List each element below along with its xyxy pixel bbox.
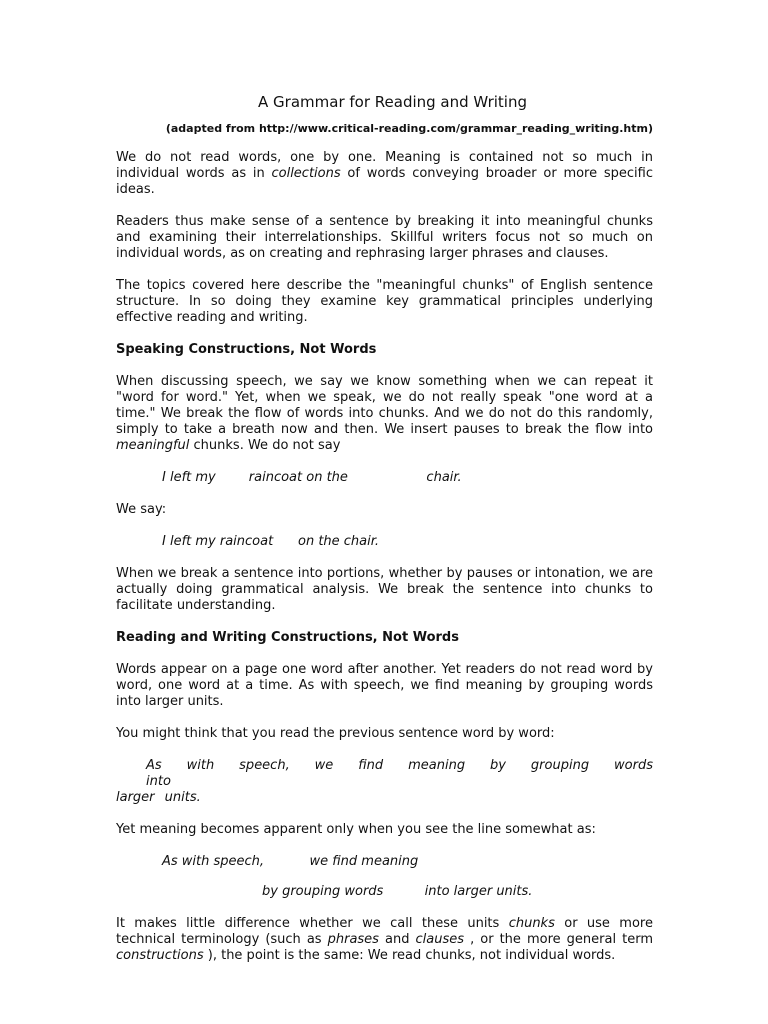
paragraph-8: You might think that you read the previous sentence word by word: [116, 726, 555, 741]
example-word-by-word-line-1: As with speech, we find meaning by grouping words into [146, 758, 653, 789]
paragraph-10-part-a: It makes little difference whether we call these units [116, 916, 509, 931]
paragraph-10-part-e: ), the point is the same: We read chunks, not individual words. [203, 948, 616, 963]
paragraph-1-part-b: of words conveying broader or more specific ideas. [116, 166, 654, 197]
paragraph-10 [116, 916, 653, 964]
example-word-by-word-line-2: larger units. [116, 790, 201, 805]
paragraph-3: The topics covered here describe the "meaningful chunks" of English sentence structure. In so doing they examine key grammatical principles underlying effective reading and writing. [116, 278, 653, 325]
paragraph-10-term-clauses: clauses [415, 932, 465, 947]
section-heading-speaking: Speaking Constructions, Not Words [116, 342, 377, 357]
paragraph-10-term-constructions: constructions [116, 948, 204, 963]
paragraph-10-part-b: or use more technical terminology (such as [116, 916, 653, 947]
paragraph-5: We say: [116, 502, 167, 517]
paragraph-4-emphasis: meaningful [116, 438, 190, 453]
paragraph-2: Readers thus make sense of a sentence by breaking it into meaningful chunks and examining their interrelationships. Skillful writers focus not so much on individual words, as on creating and rephrasing larger phrases and clauses. [116, 214, 653, 261]
paragraph-7: Words appear on a page one word after another. Yet readers do not read word by word, one word at a time. As with speech, we find meaning by grouping words into larger units. [116, 662, 653, 709]
example-sentence-chunked: I left my raincoat on the chair. [162, 534, 380, 549]
example-grouped-line-1: As with speech, we find meaning [162, 854, 419, 869]
paragraph-4-part-b: chunks. We do not say [189, 438, 341, 453]
paragraph-9: Yet meaning becomes apparent only when you see the line somewhat as: [116, 822, 596, 837]
document-page [116, 92, 653, 980]
document-title: A Grammar for Reading and Writing [258, 93, 527, 111]
example-grouped-line-2: by grouping words into larger units. [262, 884, 533, 899]
paragraph-1-emphasis: collections [271, 166, 341, 181]
example-sentence-unchunked: I left my raincoat on the chair. [162, 470, 462, 485]
example-word-by-word [116, 758, 653, 806]
paragraph-10-term-phrases: phrases [327, 932, 379, 947]
paragraph-1-part-a: We do not read words, one by one. Meaning is contained not so much in individual words as in [116, 150, 653, 181]
paragraph-4-part-a: When discussing speech, we say we know something when we can repeat it "word for word." Yet, when we speak, we do not really speak "one word at a time." We break the flow of words into chunks. And we do not do this randomly, simply to take a breath now and then. We insert pauses to break the flow into [116, 374, 653, 437]
source-citation: (adapted from http://www.critical-reading.com/grammar_reading_writing.htm) [165, 122, 653, 135]
paragraph-10-term-chunks: chunks [508, 916, 555, 931]
paragraph-10-part-d: , or the more general term [464, 932, 653, 947]
paragraph-1 [116, 150, 653, 198]
section-heading-reading-writing: Reading and Writing Constructions, Not Words [116, 630, 459, 645]
paragraph-6: When we break a sentence into portions, whether by pauses or intonation, we are actually doing grammatical analysis. We break the sentence into chunks to facilitate understanding. [116, 566, 653, 613]
paragraph-4 [116, 374, 653, 454]
paragraph-10-part-c: and [378, 932, 416, 947]
